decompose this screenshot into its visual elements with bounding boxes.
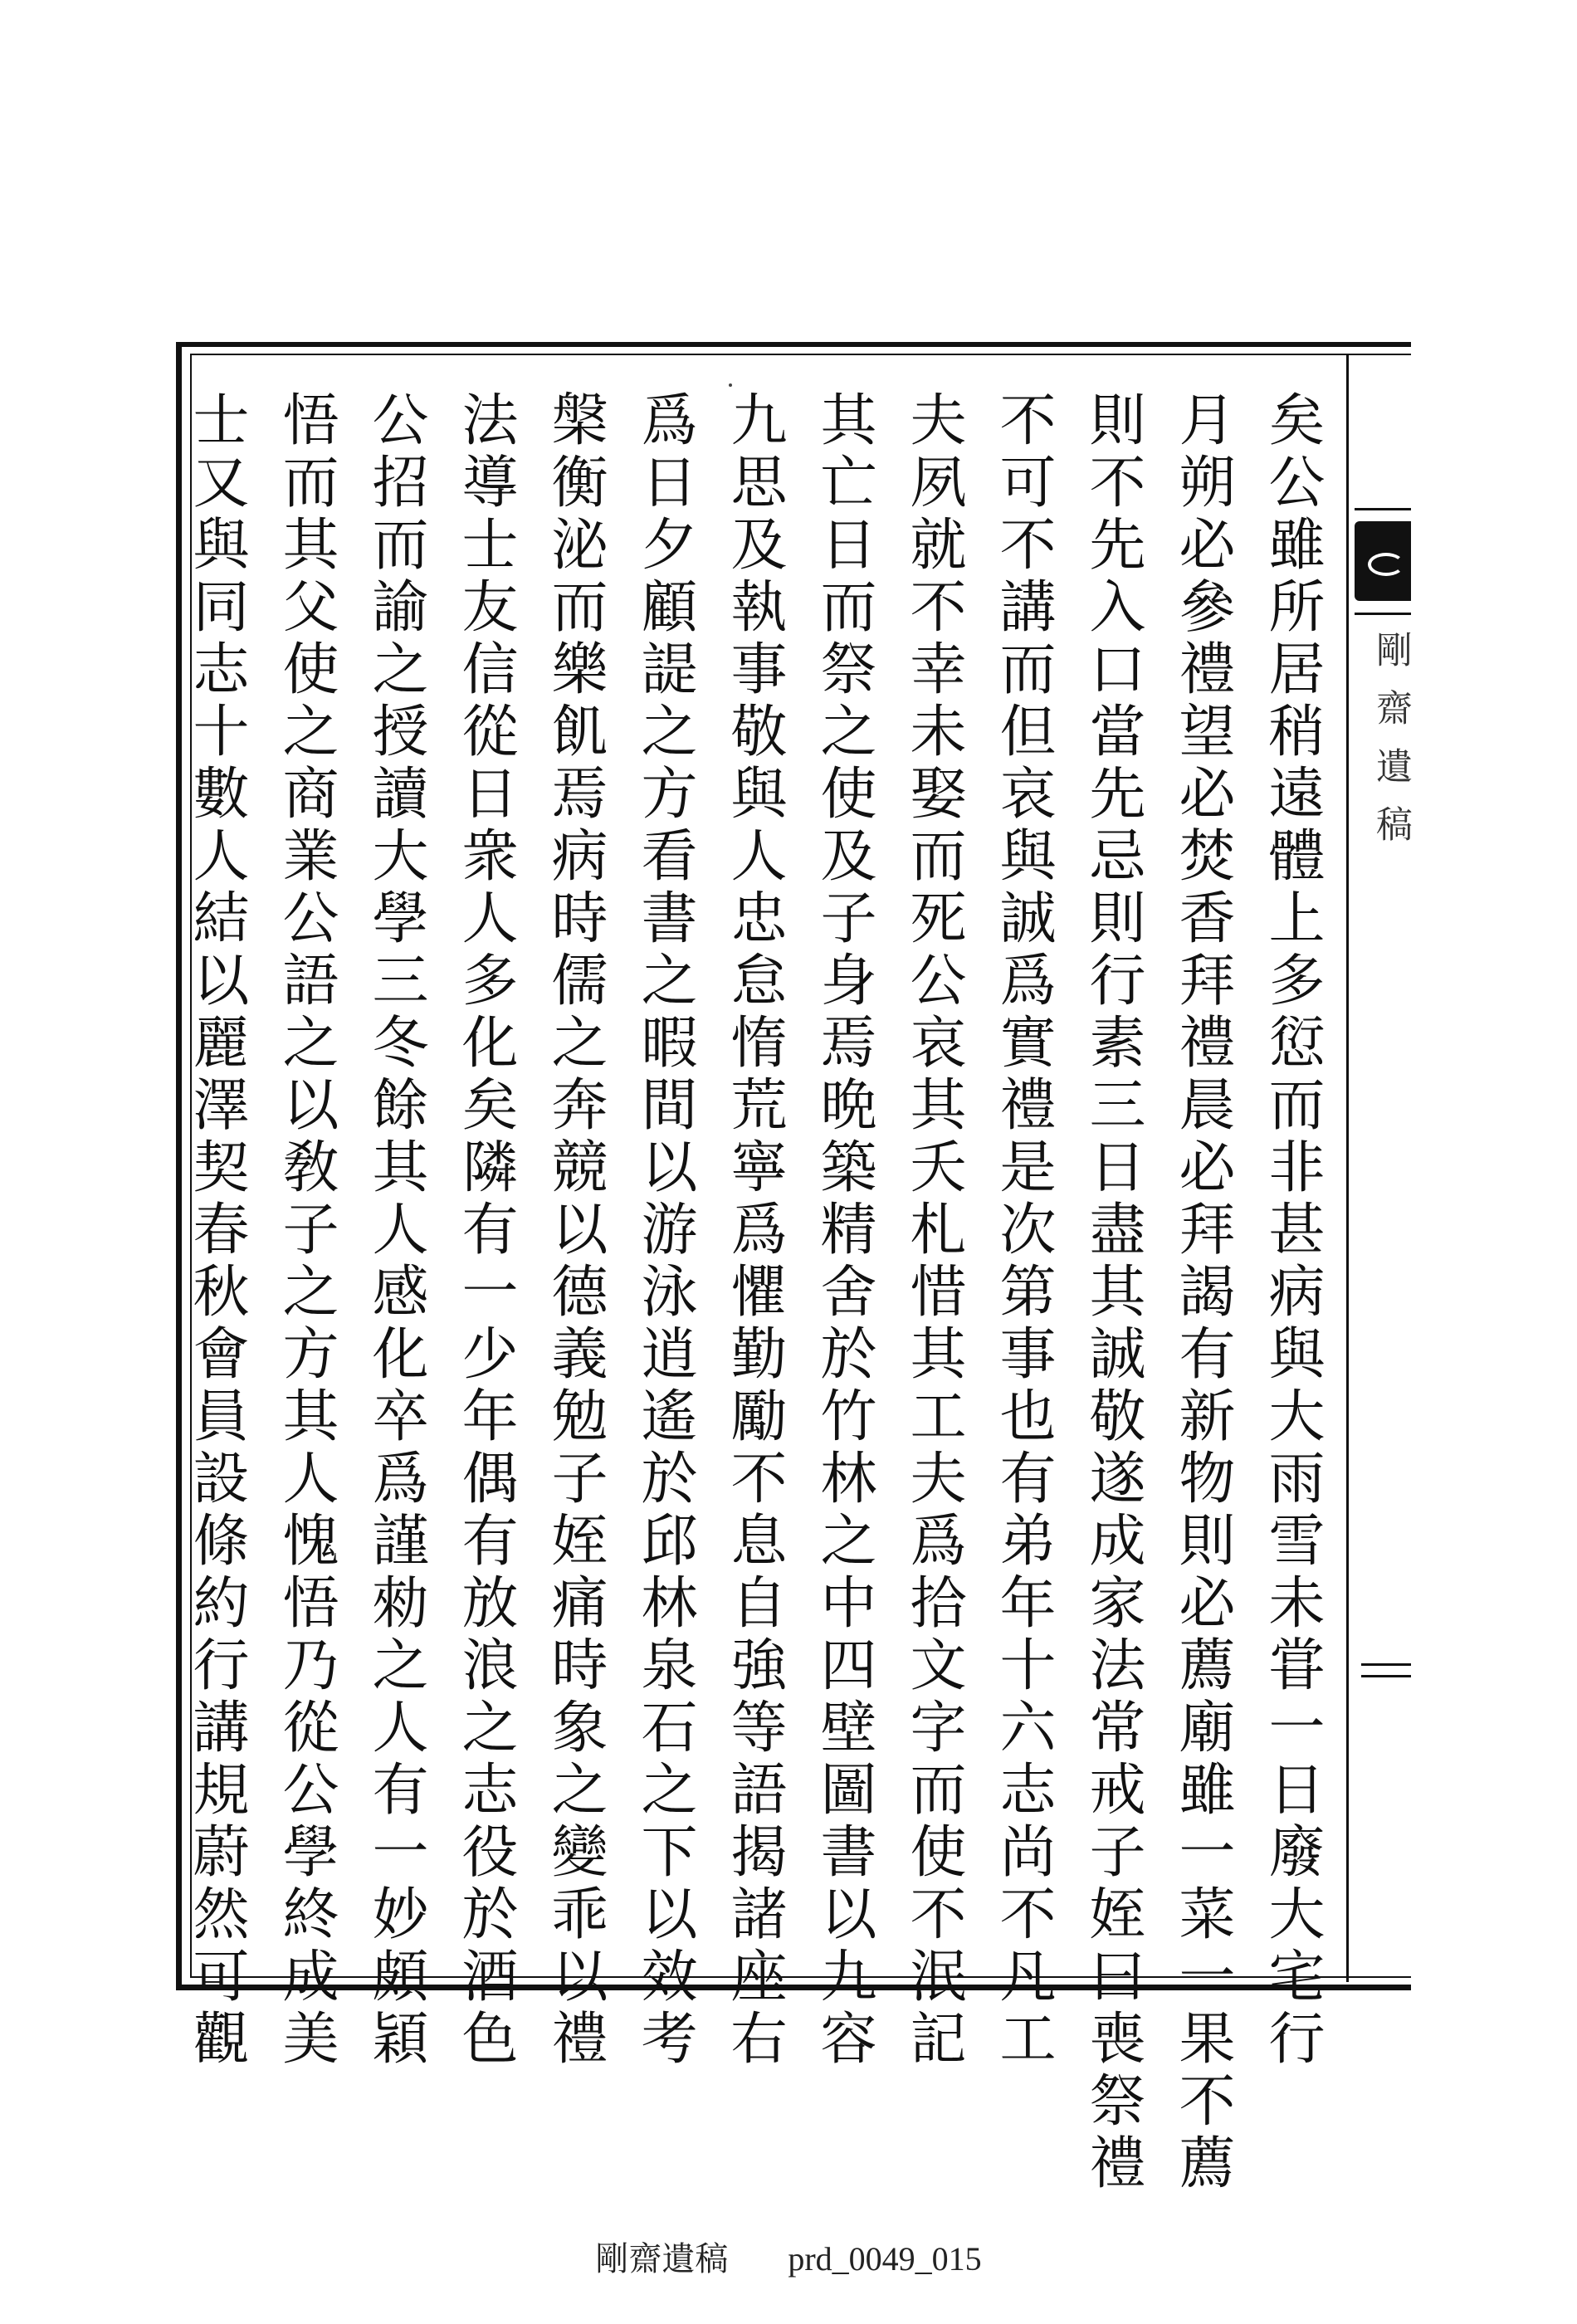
- page-footer: [0, 2233, 1577, 2280]
- banxin-title: 剛齋遺稿: [1370, 631, 1412, 863]
- text-column-8: 爲日夕顧諟之方看書之暇間以游泳逍遙於邱林泉石之下以效考: [632, 390, 697, 2071]
- fishtail-rule-top: [1355, 508, 1411, 510]
- fishtail-rule-bottom: [1355, 613, 1411, 615]
- footer-page-id: prd_0049_015: [788, 2240, 982, 2278]
- text-column-1: 矣公雖所居稍遠體上多愆而非甚病與大雨雪未甞一日廢大宅行: [1259, 390, 1325, 2071]
- footer-book-title: 剛齋遺稿: [595, 2240, 729, 2278]
- banxin-mark-bottom: [1361, 1675, 1411, 1677]
- ink-speck: [729, 383, 732, 387]
- fishtail-ornament-icon: [1355, 521, 1411, 601]
- text-column-3: 則不先入口當先忌則行素三日盡其誠敬遂成家法常戒子姪曰喪祭禮: [1080, 390, 1145, 2195]
- text-column-6: 其亡日而祭之使及子身焉晩築精舍於竹林之中四壁圖書以九容: [811, 390, 876, 2071]
- text-column-12: 悟而其父使之商業公語之以敎子之方其人愧悟乃從公學終成美: [273, 390, 339, 2071]
- text-column-10: 法導士友信從日衆人多化矣隣有一少年偶有放浪之志役於酒色: [452, 390, 518, 2071]
- text-column-5: 夫夙就不幸未娶而死公哀其夭札惜其工夫爲拾文字而使不泯記: [901, 390, 966, 2071]
- banxin-mark-top: [1361, 1663, 1411, 1666]
- text-block: [183, 390, 1336, 2195]
- text-column-11: 公招而諭之授讀大學三冬餘其人感化卒爲謹勑之人有一妙頗穎: [363, 390, 428, 2071]
- text-column-7: 九思及執事敬與人忠怠惰荒寧爲懼勤勵不息自強等語揭諸座右: [721, 390, 787, 2071]
- text-column-2: 月朔必參禮望必焚香拜禮晨必拜謁有新物則必薦廟雖一菜一果不薦: [1169, 390, 1235, 2195]
- text-column-13: 士又與同志十數人結以麗澤契春秋會員設條約行講規蔚然可觀: [183, 390, 249, 2071]
- text-column-4: 不可不講而但哀與誠爲實禮是次第事也有弟年十六志尚不凡工: [990, 390, 1056, 2071]
- text-column-9: 槃衡泌而樂飢焉病時儒之奔競以德義勉子姪痛時象之變乖以禮: [542, 390, 608, 2071]
- banxin-divider: [1346, 354, 1349, 1982]
